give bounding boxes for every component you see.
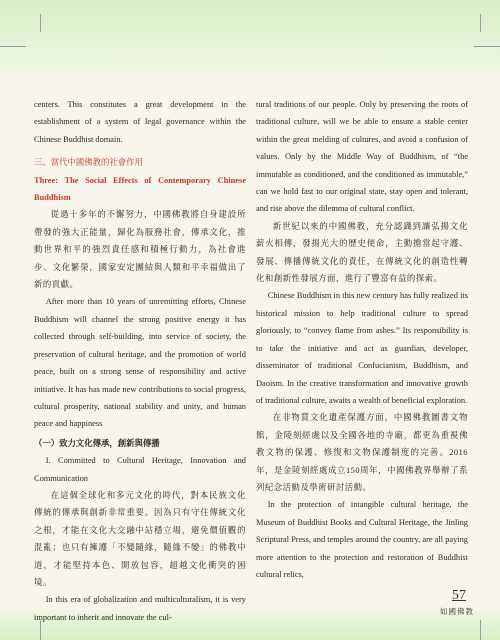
page-number: 57 xyxy=(452,588,466,603)
paragraph-en: After more than 10 years of unremitting efforts, Chinese Buddhism will channel the strong positive energy it has collected through self-building, into service of society, the preservation of cultural heritage, and the promotion of world peace, built on a strong sense of responsibility and active initiative. It has has made new contributions to social progress, cultural prosperity, national stability and unity, and human peace and happiness xyxy=(34,297,246,429)
paragraph: tural traditions of our people. Only by preserving the roots of traditional culture, will we be able to ensure a stable center within the great melding of cultures, and avoid a confusion of values. Only by the Middle Way of Buddhism, of “the immutable as conditioned, and the conditioned as immutable,” can we hold fast to our original state, stay open and tolerant, and rise above the dilemma of cultural conflict. xyxy=(256,100,468,214)
paragraph: centers. This constitutes a great development in the establishment of a system of legal governance within the Chinese Buddhist domain. xyxy=(34,100,246,144)
crop-mark xyxy=(0,46,26,47)
magazine-label: 如國佛教 xyxy=(440,607,474,616)
paragraph-zh: 從過十多年的不懈努力，中國佛教將自身建設所帶發的強大正能量，歸化為服務社會，傳承文化，推動世界和平的強烈責任感和積極行動力，為社會進步、文化繁榮，國家安定團結與人類和平幸福做出了新的貢獻。 xyxy=(34,210,246,290)
subheading-en: I. Committed to Cultural Heritage, Innovation and Communication xyxy=(34,456,246,483)
crop-mark xyxy=(474,46,500,47)
paragraph-zh: 在這個全球化和多元文化的時代，對本民族文化傳統的傳承與創新非常重要。因為只有守住傳統文化之根，才能在文化大交融中站穩立場，避免價值觀的混亂；也只有擁護「不變隨緣，隨緣不變」的佛教中道，才能堅持本色、開放包容，超越文化衝突的困境。 xyxy=(34,490,246,587)
paragraph-zh: 在非物質文化遺產保護方面，中國佛教圖書文物館，金陵刻經處以及全國各地的寺廟，都更為重視佛教文物的保護、修復和文物保護制度的完善。2016年，是金陵刻經處成立150周年，中國佛教界舉辦了系列紀念活動及學術研討活動。 xyxy=(256,413,468,492)
paragraph-en: In the protection of intangible cultural heritage, the Museum of Buddhist Books and Cultural Heritage, the Jinling Scriptural Press, and temples around the country, are all paying more attention to the protection and restoration of Buddhist cultural relics, xyxy=(256,500,468,579)
right-column xyxy=(256,96,468,583)
left-column xyxy=(34,96,246,626)
crop-mark xyxy=(480,14,481,32)
subheading-zh: （一）致力文化傳承，創新與傳播 xyxy=(34,438,160,448)
section-heading-zh: 三、當代中國佛教的社會作用 xyxy=(34,158,143,168)
crop-mark xyxy=(480,620,481,640)
paragraph-en: Chinese Buddhism in this new century has fully realized its historical mission to help traditional culture to spread gloriously, to “convey flame from ashes.” Its responsibility is to take the initiative and act as guardian, developer, disseminator of traditional Confucianism, Buddhism, and Daoism. In the creative transformation and innovative growth of traditional culture, awaits a wealth of beneficial exploration. xyxy=(256,291,468,405)
section-heading-en: Three: The Social Effects of Contemporary Chinese Buddhism xyxy=(34,175,246,203)
paragraph-zh: 新世紀以來的中國佛教，充分認識到讓弘揚文化薪火相傳，發揚光大的歷史使命，主動擔當起守護、發展、傳播傳統文化的責任，在傳統文化的創造性轉化和創新性發展方面，進行了豐富有益的探索。 xyxy=(256,221,468,284)
header-band xyxy=(0,0,500,72)
crop-mark xyxy=(40,14,41,32)
paragraph-en: In this era of globalization and multiculturalism, it is very important to inherit and innovate the cul- xyxy=(34,595,246,622)
